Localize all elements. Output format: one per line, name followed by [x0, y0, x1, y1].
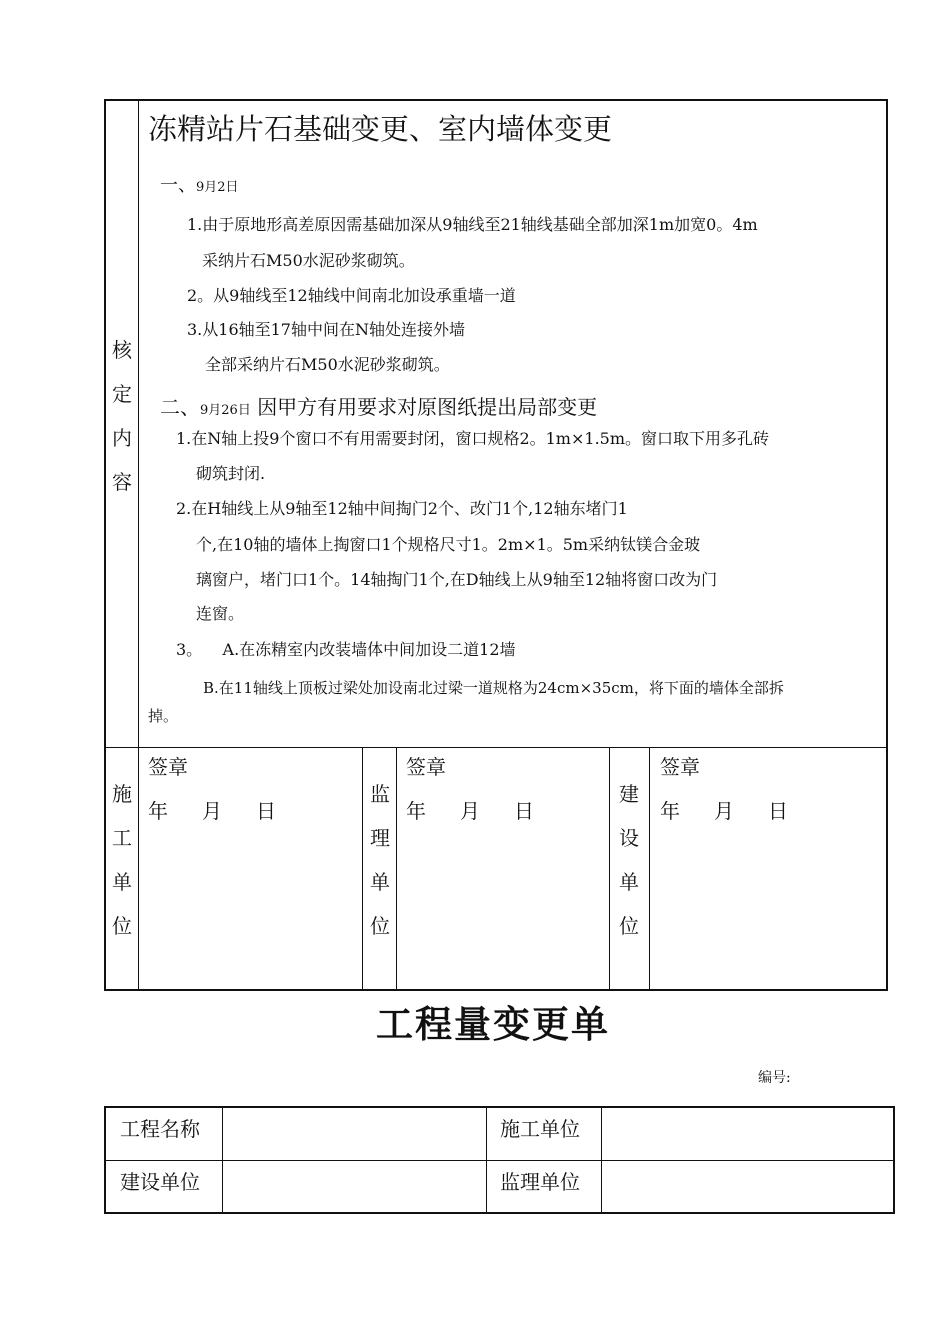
s2-item3-a-text: A.在冻精室内改装墙体中间加设二道12墙: [222, 640, 516, 659]
project-name-label: 工程名称: [120, 1117, 200, 1141]
construction-unit-label: 施工单位: [500, 1117, 580, 1141]
sig-label-char: 理: [370, 826, 390, 850]
sig-supervision-seal: 签章: [406, 755, 446, 779]
section2-prefix: 二、: [160, 395, 200, 419]
content-side-label: [105, 328, 139, 504]
section1-prefix: 一、: [160, 175, 196, 196]
sig-label-char: 工: [112, 826, 132, 850]
sig-label-char: 位: [112, 914, 132, 938]
side-label-char: 定: [112, 382, 132, 406]
table-border-right: [886, 99, 888, 991]
sig-owner-date: [660, 795, 788, 824]
section2-title: [160, 391, 597, 420]
date-month: 月: [460, 799, 480, 823]
sig-label-char: 施: [112, 782, 132, 806]
sig-label-char: 监: [370, 782, 390, 806]
sig-supervision-date: [406, 795, 534, 824]
date-year: 年: [660, 799, 680, 823]
s1-item1-line2: 采纳片石M50水泥砂浆砌筑。: [202, 251, 415, 270]
sig-label-char: 设: [619, 826, 639, 850]
sig-label-char: 位: [370, 914, 390, 938]
side-label-char: 核: [112, 338, 132, 362]
date-month: 月: [714, 799, 734, 823]
s1-item3: 3.从16轴至17轴中间在N轴处连接外墙: [187, 320, 465, 339]
qtable-col-divider-1: [222, 1106, 223, 1213]
date-month: 月: [202, 799, 222, 823]
table-border-bottom: [104, 989, 888, 991]
s1-item2: 2。从9轴线至12轴线中间南北加设承重墙一道: [187, 286, 516, 305]
sig-supervision-label: [363, 772, 397, 948]
sig-construction-date: [148, 795, 276, 824]
s2-item3-prefix: 3。: [176, 640, 203, 659]
signature-row-divider: [104, 747, 887, 748]
s2-item3-b-line2: 掉。: [148, 707, 179, 725]
date-day: 日: [514, 799, 534, 823]
sig-divider-3: [609, 747, 610, 990]
s2-item3-b-line1: B.在11轴线上顶板过梁处加设南北过梁一道规格为24cm×35cm，将下面的墙体全部拆: [203, 679, 784, 697]
owner-unit-label: 建设单位: [120, 1170, 200, 1194]
s2-item1-line2: 砌筑封闭.: [196, 464, 266, 483]
sig-owner-label: [612, 772, 646, 948]
sig-construction-seal: 签章: [148, 755, 188, 779]
s1-item3-line2: 全部采纳片石M50水泥砂浆砌筑。: [205, 355, 450, 374]
section2-title-text: 因甲方有用要求对原图纸提出局部变更: [257, 395, 598, 419]
sig-label-char: 建: [619, 782, 639, 806]
sig-construction-label: [105, 772, 139, 948]
table-border-top: [104, 99, 888, 101]
date-day: 日: [768, 799, 788, 823]
date-year: 年: [406, 799, 426, 823]
sig-label-char: 单: [112, 870, 132, 894]
sig-divider-4: [649, 747, 650, 990]
sig-label-char: 位: [619, 914, 639, 938]
section1-date: 9月2日: [196, 180, 239, 195]
section2-date: 9月26日: [200, 403, 251, 418]
qtable-col-divider-3: [601, 1106, 602, 1213]
s2-item2-line4: 连窗。: [196, 604, 245, 623]
s2-item2-line3: 璃窗户，堵门口1个。14轴掏门1个,在D轴线上从9轴至12轴将窗口改为门: [196, 570, 718, 589]
s2-item2-line2: 个,在10轴的墙体上掏窗口1个规格尺寸1。2m×1。5m采纳钛镁合金玻: [196, 535, 701, 554]
quantity-form-title: 工程量变更单: [376, 1002, 610, 1046]
date-day: 日: [256, 799, 276, 823]
s2-item1-line1: 1.在N轴上投9个窗口不有用需要封闭，窗口规格2。1m×1.5m。窗口取下用多孔砖: [176, 429, 770, 448]
side-label-char: 容: [112, 470, 132, 494]
section1-title: [160, 176, 239, 198]
s1-item1-line1: 1.由于原地形高差原因需基础加深从9轴线至21轴线基础全部加深1m加宽0。4m: [187, 215, 758, 234]
change-heading: 冻精站片石基础变更、室内墙体变更: [148, 112, 613, 146]
s2-item2-line1: 2.在H轴线上从9轴至12轴中间掏门2个、改门1个,12轴东堵门1: [176, 499, 628, 518]
sig-owner-seal: 签章: [660, 755, 700, 779]
supervision-unit-label: 监理单位: [500, 1170, 580, 1194]
s2-item3-a: [176, 640, 516, 660]
date-year: 年: [148, 799, 168, 823]
sig-label-char: 单: [370, 870, 390, 894]
number-label: 编号:: [758, 1070, 791, 1086]
side-label-char: 内: [112, 426, 132, 450]
sig-label-char: 单: [619, 870, 639, 894]
qtable-col-divider-2: [486, 1106, 487, 1213]
